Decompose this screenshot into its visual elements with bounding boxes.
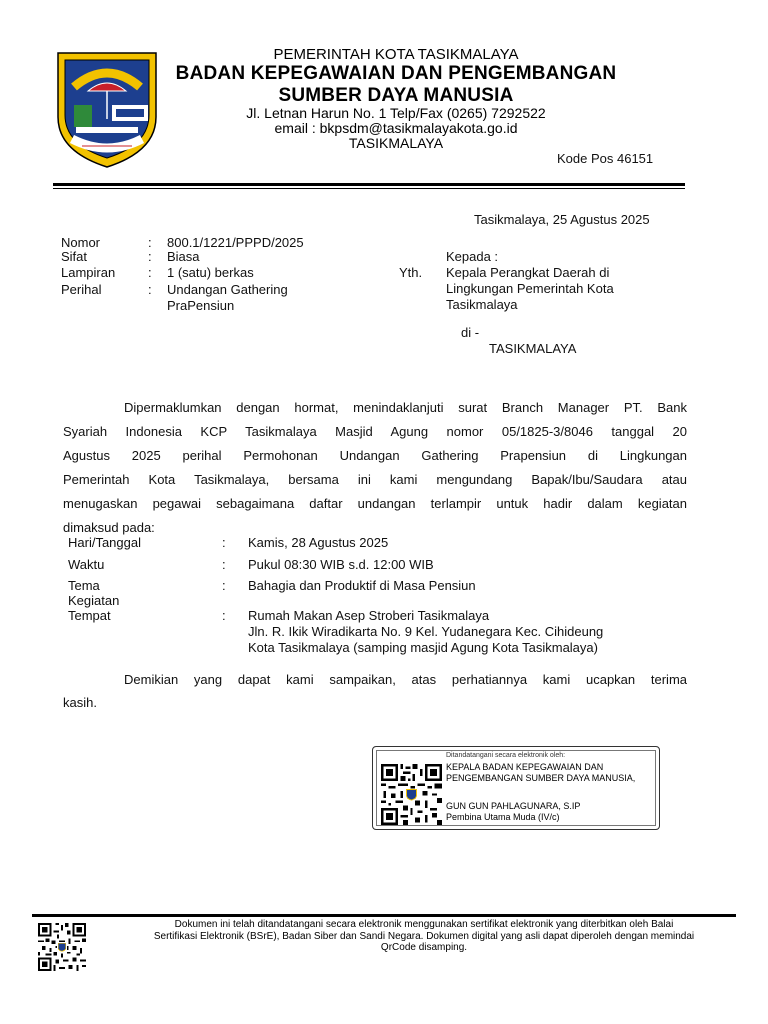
letter-date: Tasikmalaya, 25 Agustus 2025 xyxy=(474,212,650,227)
footer-line: Dokumen ini telah ditandatangani secara elektronik menggunakan sertifikat elektronik yang diterbitkan oleh Balai xyxy=(174,919,674,930)
signature-name: GUN GUN PAHLAGUNARA, S.IP xyxy=(446,801,581,811)
header-divider-thick xyxy=(53,183,685,186)
header-postal-code: Kode Pos 46151 xyxy=(557,151,654,166)
event-label-place: Tempat xyxy=(68,608,111,623)
footer-disclaimer xyxy=(112,919,736,954)
event-value-time: Pukul 08:30 WIB s.d. 12:00 WIB xyxy=(248,557,434,572)
closing-line: kasih. xyxy=(63,695,97,710)
recipient-di: di - xyxy=(461,325,480,340)
meta-colon: : xyxy=(148,249,152,264)
recipient-kepada: Kepada : xyxy=(446,249,499,264)
meta-value-sifat: Biasa xyxy=(167,249,200,264)
body-line: Dipermaklumkan dengan hormat, menindaklanjuti surat Branch Manager PT. Bank xyxy=(124,400,687,415)
body-line: menugaskan pegawai sebagaimana daftar undangan terlampir untuk hadir dalam kegiatan xyxy=(63,496,687,511)
event-value-place-line2: Jln. R. Ikik Wiradikarta No. 9 Kel. Yudanegara Kec. Cihideung xyxy=(248,624,604,639)
signature-qr-code xyxy=(381,764,442,825)
event-colon: : xyxy=(222,535,226,550)
recipient-line3: Tasikmalaya xyxy=(446,297,518,312)
body-line: Syariah Indonesia KCP Tasikmalaya Masjid Agung nomor 05/1825-3/8046 tanggal 20 xyxy=(63,424,687,439)
event-value-place-line1: Rumah Makan Asep Stroberi Tasikmalaya xyxy=(248,608,490,623)
footer-qr-code xyxy=(38,923,86,971)
body-line: Agustus 2025 perihal Permohonan Undangan Gathering Prapensiun di Lingkungan xyxy=(63,448,687,463)
header-address: Jl. Letnan Harun No. 1 Telp/Fax (0265) 7292522 xyxy=(246,105,546,121)
meta-value-nomor: 800.1/1221/PPPD/2025 xyxy=(167,235,304,250)
recipient-line1: Kepala Perangkat Daerah di xyxy=(446,265,610,280)
event-colon: : xyxy=(222,578,226,593)
footer-divider xyxy=(32,914,736,917)
meta-label-perihal: Perihal xyxy=(61,282,102,297)
body-line: Pemerintah Kota Tasikmalaya, bersama ini kami mengundang Bapak/Ibu/Saudara atau xyxy=(63,472,687,487)
header-city: TASIKMALAYA xyxy=(348,135,444,151)
meta-label-lampiran: Lampiran xyxy=(61,265,116,280)
event-value-place-line3: Kota Tasikmalaya (samping masjid Agung Kota Tasikmalaya) xyxy=(248,640,598,655)
body-paragraph xyxy=(63,396,687,540)
recipient-city: TASIKMALAYA xyxy=(489,341,577,356)
closing-line: Demikian yang dapat kami sampaikan, atas perhatiannya kami ucapkan terima xyxy=(124,672,687,687)
header-government: PEMERINTAH KOTA TASIKMALAYA xyxy=(273,46,519,63)
meta-colon: : xyxy=(148,235,152,250)
meta-value-perihal-cont: PraPensiun xyxy=(167,298,235,313)
meta-value-perihal: Undangan Gathering xyxy=(167,282,288,297)
event-label-theme-cont: Kegiatan xyxy=(68,593,120,608)
event-colon: : xyxy=(222,557,226,572)
header-agency-line2: SUMBER DAYA MANUSIA xyxy=(278,85,514,106)
meta-label-sifat: Sifat xyxy=(61,249,88,264)
event-label-theme: Tema xyxy=(68,578,100,593)
signature-title-line2: PENGEMBANGAN SUMBER DAYA MANUSIA, xyxy=(446,773,636,783)
signature-rank: Pembina Utama Muda (IV/c) xyxy=(446,812,560,822)
meta-label-nomor: Nomor xyxy=(61,235,101,250)
recipient-line2: Lingkungan Pemerintah Kota xyxy=(446,281,614,296)
event-label-day: Hari/Tanggal xyxy=(68,535,141,550)
event-colon: : xyxy=(222,608,226,623)
event-label-time: Waktu xyxy=(68,557,105,572)
meta-colon: : xyxy=(148,265,152,280)
event-value-theme: Bahagia dan Produktif di Masa Pensiun xyxy=(248,578,476,593)
recipient-yth: Yth. xyxy=(399,265,423,280)
meta-value-lampiran: 1 (satu) berkas xyxy=(167,265,254,280)
footer-line: Sertifikasi Elektronik (BSrE), Badan Siber dan Sandi Negara. Dokumen digital yang asli dapat diperoleh dengan memindai xyxy=(153,930,695,942)
header-email: email : bkpsdm@tasikmalayakota.go.id xyxy=(274,120,518,136)
header-divider-thin xyxy=(53,188,685,189)
event-value-day: Kamis, 28 Agustus 2025 xyxy=(248,535,389,550)
body-line: dimaksud pada: xyxy=(63,520,155,535)
signature-caption: Ditandatangani secara elektronik oleh: xyxy=(446,752,566,759)
signature-title-line1: KEPALA BADAN KEPEGAWAIAN DAN xyxy=(446,762,604,772)
footer-line: QrCode disamping. xyxy=(380,942,468,953)
meta-colon: : xyxy=(148,282,152,297)
header-agency-line1: BADAN KEPEGAWAIAN DAN PENGEMBANGAN xyxy=(175,63,617,84)
